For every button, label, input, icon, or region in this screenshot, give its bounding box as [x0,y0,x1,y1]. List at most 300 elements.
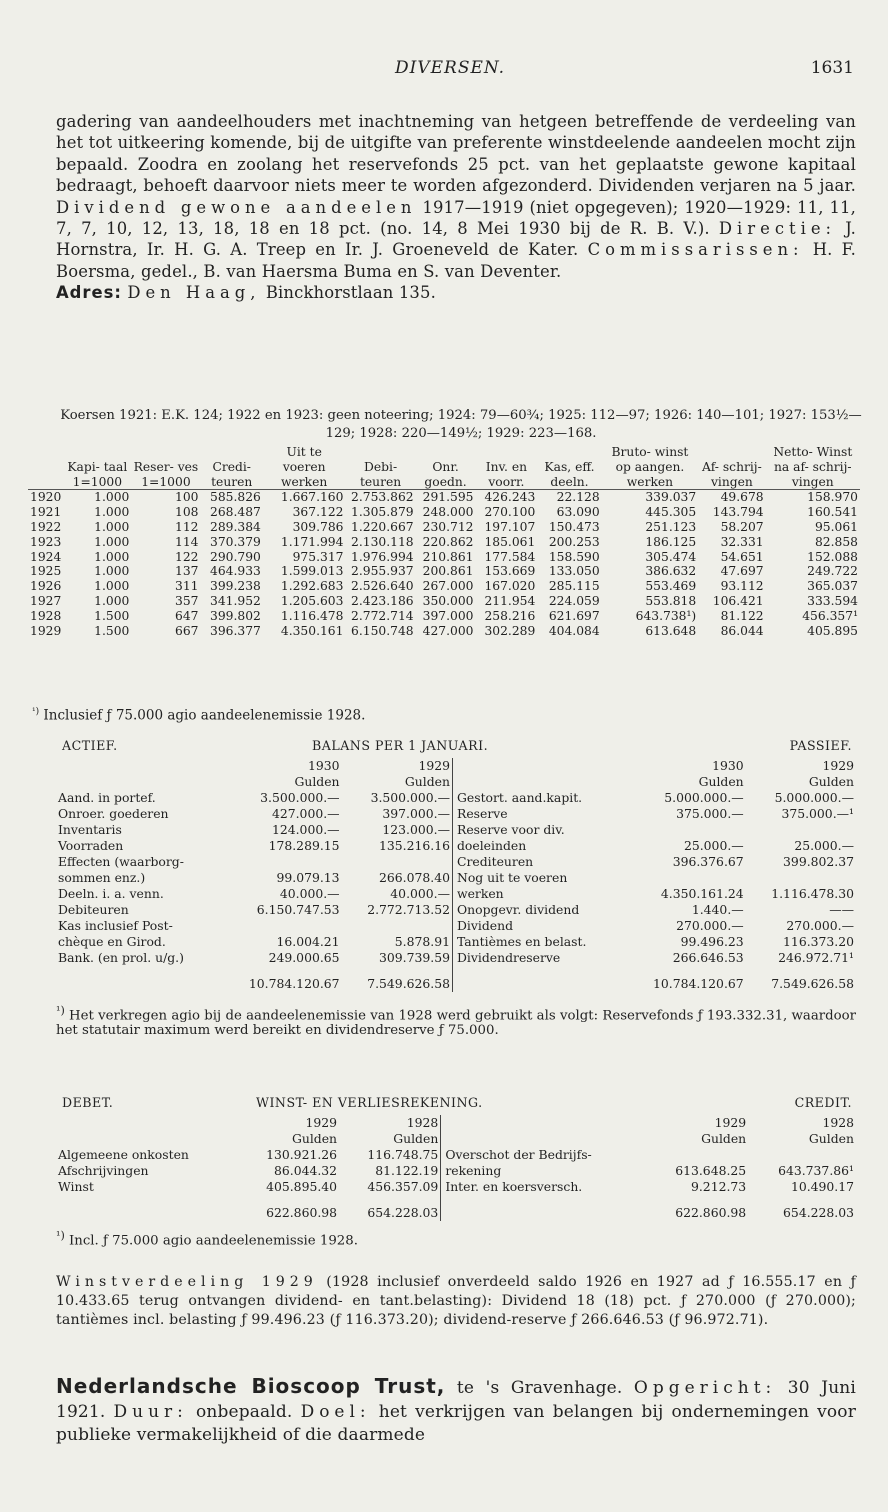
passief-label: PASSIEF. [789,738,852,753]
table-cell: 86.044 [720,623,764,638]
winstverdeeling-label: Winstverdeeling 1929 [56,1274,318,1290]
ledger-amount: 246.972.71¹ [778,950,854,965]
ledger-row [56,886,856,902]
table-row [28,520,860,535]
year-label: 1930 [712,758,744,773]
ledger-label: Aand. in portef. [58,790,156,805]
table-cell: 200.861 [422,564,474,579]
row-year: 1921 [30,505,62,520]
table-cell: 405.895 [807,623,858,638]
ledger-row [56,902,856,918]
col-uitte-voeren: Uit te voeren werken [263,445,346,490]
ledger-amount: 5.000.000.— [774,790,854,805]
table-cell: 1.000 [94,534,130,549]
table-cell: 58.207 [720,519,764,534]
table-cell: 150.473 [548,519,600,534]
table-cell: 367.122 [292,505,344,520]
total-amount: 622.860.98 [675,1205,747,1220]
ledger-amount: 270.000.— [676,918,744,933]
ledger-label: Inventaris [58,822,122,837]
ledger-amount: 123.000.— [382,822,450,837]
ledger-amount [647,1147,748,1163]
table-cell: 357 [175,593,199,608]
total-amount: 654.228.03 [367,1205,439,1220]
table-cell: 185.061 [484,534,536,549]
ledger-amount: 25.000.— [683,838,744,853]
ledger-amount [342,918,453,934]
blank-cell [441,1115,647,1131]
ledger-row [56,950,856,966]
winstverdeeling-paragraph [56,1273,856,1330]
table-cell: 258.216 [484,608,536,623]
table-cell: 152.088 [807,549,858,564]
table-row [28,594,860,609]
table-row [28,550,860,565]
table-cell: 302.289 [484,623,536,638]
table-cell: 93.112 [720,579,764,594]
row-year: 1925 [30,564,62,579]
commissarissen-text: H. F. Boersma, gedel., B. van Haersma Buma en S. van Deventer. [56,240,856,281]
table-cell: 63.090 [556,505,600,520]
page-number: 1631 [810,58,854,78]
table-cell: 333.594 [807,593,858,608]
ledger-amount: 5.000.000.— [664,790,744,805]
table-cell: 158.590 [548,549,600,564]
ledger-amount: 2.772.713.52 [367,902,450,917]
table-cell: 6.150.748 [351,623,414,638]
unit-label: Gulden [698,774,744,789]
table-cell: 143.794 [712,505,764,520]
ledger-amount: 81.122.19 [375,1163,439,1178]
ledger-amount: 3.500.000.— [260,790,340,805]
table-cell: 54.651 [720,549,764,564]
table-cell: 108 [175,505,199,520]
row-year: 1922 [30,519,62,534]
table-cell: 112 [175,519,199,534]
ledger-amount: 99.496.23 [680,934,744,949]
ledger-amount [625,870,745,886]
blank-cell [441,1195,647,1221]
ledger-row [56,1163,856,1179]
opgericht-label: Opgericht: [633,1378,777,1398]
ledger-amount [342,854,453,870]
table-cell: 251.123 [645,519,697,534]
table-cell: 553.469 [645,579,697,594]
ledger-row [56,854,856,870]
fin-footnote-mark: ¹) [32,707,40,717]
table-cell: 339.037 [645,490,697,505]
directie-text: J. Hornstra, Ir. H. G. A. Treep en Ir. J. Groeneveld de Kater. [56,219,856,260]
ledger-label: Bank. (en prol. u/g.) [58,950,184,965]
doel-text: het verkrijgen van belangen bij ondernemingen voor publieke vermakelijkheid of die daarmede [56,1401,856,1445]
duur-label: Duur: [113,1401,188,1422]
col-netto: Netto- Winst na af- schrij- vingen [766,445,860,490]
ledger-amount: 375.000.—¹ [781,806,854,821]
table-cell: 249.722 [807,564,858,579]
year-label: 1929 [305,1115,338,1130]
ledger-label: Inter. en koersversch. [441,1179,647,1195]
col-kas-eff: Kas, eff. deeln. [537,445,601,490]
table-cell: 22.128 [556,490,600,505]
row-year: 1926 [30,579,62,594]
ledger-row [56,1179,856,1195]
table-cell: 2.526.640 [351,579,414,594]
ledger-amount: 25.000.— [794,838,854,853]
ledger-amount: 116.373.20 [783,934,854,949]
ledger-amount: 1.440.— [691,902,744,917]
ledger-amount [221,918,341,934]
ledger-label: Voorraden [58,838,124,853]
table-cell: 220.862 [422,534,474,549]
table-cell: 100 [175,490,199,505]
ledger-row [56,918,856,934]
table-cell: 305.474 [645,549,697,564]
blank-cell [56,1195,238,1221]
unit-label: Gulden [404,774,450,789]
intro-text: gadering van aandeelhouders met inachtneming van hetgeen betreffende de verdeeling van het tot uitkeering komende, bij de uitgifte van preferente winstdeelende aandeelen mocht zijn bepaald. Zoodra en zoolang het reservefonds 25 pct. van het geplaatste gewone kapitaal bedraagt, behoeft daarvoor niets meer te worden afgezonderd. Dividenden verjaren na 5 jaar. [56,112,856,196]
winst-footnote [56,1229,856,1248]
balans-body [56,758,856,992]
ledger-amount: 4.350.161.24 [660,886,744,901]
table-cell: 1.292.683 [280,579,344,594]
table-cell: 309.786 [292,519,344,534]
table-cell: 167.020 [484,579,536,594]
ledger-amount: 375.000.— [676,806,744,821]
ledger-amount: 266.078.40 [379,870,450,885]
ledger-row [56,934,856,950]
adres-line [56,282,856,303]
ledger-amount: 178.289.15 [268,838,340,853]
balans-title: BALANS PER 1 JANUARI. [312,738,489,753]
table-cell: 160.541 [807,505,858,520]
balans-footnote [56,1004,856,1038]
table-cell: 1.000 [94,549,130,564]
unit-header-row [56,1131,856,1147]
table-cell: 82.858 [814,534,858,549]
winst-section [56,1095,856,1248]
winst-footnote-mark: ¹) [56,1229,65,1242]
ledger-label: sommen enz.) [58,870,146,885]
ledger-amount: 270.000.— [786,918,854,933]
table-cell: 32.331 [720,534,764,549]
ledger-amount: 456.357.09 [367,1179,439,1194]
adres-label: Adres: [56,283,122,303]
ledger-amount: 124.000.— [271,822,340,837]
ledger-label: Gestort. aand.kapit. [452,790,625,806]
table-cell: 114 [175,534,199,549]
ledger-amount: 135.216.16 [379,838,450,853]
year-label: 1930 [308,758,340,773]
blank-cell [56,758,221,774]
ledger-amount: 99.079.13 [276,870,340,885]
ledger-amount [746,870,856,886]
winstverdeeling-text: (1928 inclusief onverdeeld saldo 1926 en 1927 ad ƒ 16.555.17 en ƒ 10.433.65 terug ontvangen dividend- en tant.belasting): Dividend 18 (18) pct. ƒ 270.000 (ƒ 270.000); tantièmes incl. belasting ƒ 99.496.23 (ƒ 116.373.20); dividend-reserve ƒ 266.646.53 (ƒ 96.972.71). [56,1274,857,1328]
ledger-label: chèque en Girod. [58,934,166,949]
ledger-label: Overschot der Bedrijfs- [441,1147,647,1163]
year-label: 1928 [822,1115,854,1130]
table-cell: 122 [175,549,199,564]
ledger-row [56,870,856,886]
table-cell: 1.000 [94,593,130,608]
ledger-label: Crediteuren [452,854,625,870]
table-cell: 267.000 [422,579,474,594]
table-row [28,490,860,505]
financial-history-body [28,490,860,638]
ledger-row [56,806,856,822]
table-cell: 553.818 [645,593,697,608]
winst-table [56,1115,856,1221]
totals-row [56,966,856,992]
ledger-amount: 9.212.73 [690,1179,747,1194]
table-cell: 1.171.994 [280,534,344,549]
ledger-amount [221,854,341,870]
table-cell: 248.000 [422,505,474,520]
ledger-amount [746,822,856,838]
table-cell: 289.384 [210,519,261,534]
table-cell: 2.753.862 [351,490,414,505]
table-cell: 1.500 [94,608,130,623]
ledger-amount: 10.490.17 [790,1179,854,1194]
table-cell: 1.599.013 [280,564,344,579]
ledger-amount: 397.000.— [382,806,450,821]
table-cell: 210.861 [422,549,474,564]
blank-cell [56,774,221,790]
balans-heading [56,738,856,758]
table-cell: 975.317 [292,549,344,564]
ledger-amount: 643.737.86¹ [778,1163,854,1178]
directie-label: Directie: [718,219,837,239]
financial-history-table [28,445,860,638]
ledger-label: Effecten (waarborg- [58,854,184,869]
ledger-amount: 5.878.91 [394,934,450,949]
table-cell: 1.667.160 [280,490,344,505]
blank-cell [452,966,625,992]
ledger-amount: 116.748.75 [367,1147,439,1162]
ledger-label: Tantièmes en belast. [452,934,625,950]
table-cell: 1.976.994 [351,549,414,564]
blank-cell [452,758,625,774]
ledger-row [56,822,856,838]
ledger-label: doeleinden [452,838,625,854]
credit-label: CREDIT. [794,1095,852,1110]
ledger-label: Nog uit te voeren [452,870,625,886]
ledger-label: Kas inclusief Post- [58,918,173,933]
table-row [28,535,860,550]
total-amount: 7.549.626.58 [771,976,854,991]
col-afschrijvingen: Af- schrij- vingen [698,445,765,490]
ledger-amount: 6.150.747.53 [256,902,340,917]
table-cell: 464.933 [210,564,261,579]
col-crediteuren: Credi- teuren [201,445,263,490]
ledger-label: Afschrijvingen [58,1163,149,1178]
blank-cell [56,1115,238,1131]
ledger-label: Winst [58,1179,94,1194]
table-cell: 667 [175,623,199,638]
balans-table [56,758,856,992]
ledger-label: Onroer. goederen [58,806,169,821]
dividend-label: Dividend gewone aandeelen [56,197,417,217]
table-cell: 81.122 [720,608,764,623]
table-cell: 365.037 [807,579,858,594]
table-cell: 177.584 [484,549,536,564]
table-cell: 2.955.937 [351,564,414,579]
table-cell: 399.238 [210,579,261,594]
unit-label: Gulden [291,1131,338,1146]
unit-label: Gulden [701,1131,747,1146]
table-cell: 268.487 [210,505,261,520]
page-header [0,58,888,88]
col-onr-goedn: Onr. goedn. [416,445,476,490]
ledger-amount: 613.648.25 [675,1163,747,1178]
ledger-label: Deeln. i. a. venn. [58,886,164,901]
year-label: 1929 [714,1115,747,1130]
table-cell: 158.970 [807,490,858,505]
total-amount: 10.784.120.67 [248,976,340,991]
unit-label: Gulden [393,1131,439,1146]
winst-heading [56,1095,856,1115]
dividend-text: 1917—1919 (niet opgegeven); 1920—1929: 11, 11, 7, 7, 10, 12, 13, 18, 18 en 18 pct. (no. 14, 8 Mei 1930 bij de R. B. V.). [56,197,856,239]
ledger-row [56,790,856,806]
table-cell: 186.125 [645,534,697,549]
ledger-amount: 249.000.65 [268,950,340,965]
ledger-label: Algemeene onkosten [58,1147,189,1162]
table-cell: 200.253 [548,534,600,549]
unit-header-row [56,774,856,790]
table-cell: 311 [175,579,199,594]
ledger-amount: 266.646.53 [672,950,744,965]
ledger-amount: 40.000.— [279,886,340,901]
ledger-row [56,838,856,854]
table-cell: 197.107 [484,519,536,534]
ledger-label: Reserve voor div. [452,822,625,838]
table-cell: 426.243 [484,490,536,505]
table-cell: 95.061 [814,519,858,534]
table-row [28,564,860,579]
table-cell: 290.790 [210,549,261,564]
col-debiteuren: Debi- teuren [345,445,415,490]
company-section [56,1375,856,1448]
table-cell: 1.000 [94,564,130,579]
ledger-label: Onopgevr. dividend [452,902,625,918]
unit-label: Gulden [294,774,340,789]
year-header-row [56,1115,856,1131]
table-cell: 2.423.186 [351,593,414,608]
ledger-amount: —— [829,902,854,917]
ledger-label: Reserve [452,806,625,822]
ledger-row [56,1147,856,1163]
table-cell: 2.130.118 [351,534,414,549]
adres-city: Den Haag, [127,283,261,303]
col-kapitaal: Kapi- taal 1=1000 [63,445,131,490]
table-cell: 1.000 [94,505,130,520]
ledger-amount: 309.739.59 [379,950,450,965]
ledger-amount: 1.116.478.30 [771,886,854,901]
winst-title: WINST- EN VERLIESREKENING. [256,1095,483,1110]
row-year: 1928 [30,608,62,623]
table-cell: 153.669 [484,564,536,579]
table-cell: 211.954 [484,593,536,608]
table-cell: 397.000 [422,608,474,623]
table-cell: 350.000 [422,593,474,608]
table-row [28,505,860,520]
table-cell: 1.116.478 [280,608,344,623]
table-cell: 621.697 [548,608,600,623]
table-cell: 427.000 [422,623,474,638]
row-year: 1920 [30,490,62,505]
company-city: te 's Gravenhage. [445,1378,634,1398]
ledger-amount: 16.004.21 [276,934,340,949]
balans-footnote-text: Het verkregen agio bij de aandeelenemissie van 1928 werd gebruikt als volgt: Reservefonds ƒ 193.332.31, waardoor het statutair maximum werd bereikt en dividendreserve ƒ 75.000. [56,1008,856,1039]
table-cell: 270.100 [484,505,536,520]
ledger-amount: 405.895.40 [266,1179,338,1194]
winstverdeeling-section [56,1273,856,1330]
winst-body [56,1115,856,1221]
table-cell: 1.305.879 [351,505,414,520]
row-year: 1927 [30,593,62,608]
table-cell: 4.350.161 [280,623,344,638]
table-cell: 133.050 [548,564,600,579]
ledger-label: rekening [441,1163,647,1179]
table-cell: 285.115 [548,579,600,594]
row-year: 1923 [30,534,62,549]
total-amount: 622.860.98 [266,1205,338,1220]
ledger-amount: 40.000.— [390,886,450,901]
ledger-label: Debiteuren [58,902,129,917]
year-label: 1929 [418,758,450,773]
blank-cell [452,774,625,790]
table-row [28,609,860,624]
ledger-amount: 396.376.67 [672,854,744,869]
table-cell: 613.648 [645,623,697,638]
doel-label: Doel: [300,1401,371,1422]
company-paragraph [56,1375,856,1448]
table-cell: 137 [175,564,199,579]
year-label: 1929 [822,758,854,773]
ledger-amount [748,1147,856,1163]
total-amount: 10.784.120.67 [653,976,744,991]
table-cell: 1.205.603 [280,593,344,608]
col-year [28,445,63,490]
table-cell: 2.772.714 [351,608,414,623]
ledger-amount: 399.802.37 [783,854,854,869]
table-cell: 1.220.667 [351,519,414,534]
balans-footnote-mark: ¹) [56,1004,65,1017]
fin-footnote-text: Inclusief ƒ 75.000 agio aandeelenemissie 1928. [43,707,366,724]
balans-section [56,738,856,1038]
table-cell: 396.377 [210,623,261,638]
table-cell: 224.059 [548,593,600,608]
fin-footnote [32,707,365,724]
ledger-label: Dividendreserve [452,950,625,966]
opgericht-text: 30 Juni 1921. [56,1378,856,1422]
table-cell: 386.632 [645,564,697,579]
table-cell: 647 [175,608,199,623]
table-cell: 47.697 [720,564,764,579]
col-reserves: Reser- ves 1=1000 [131,445,200,490]
totals-row [56,1195,856,1221]
ledger-amount: 3.500.000.— [370,790,450,805]
year-header-row [56,758,856,774]
blank-cell [441,1131,647,1147]
page-title: DIVERSEN. [395,58,506,78]
table-cell: 399.802 [210,608,261,623]
total-amount: 7.549.626.58 [367,976,450,991]
table-cell: 456.357¹ [802,608,858,623]
table-cell: 643.738¹) [635,608,697,623]
table-cell: 404.084 [548,623,600,638]
commissarissen-label: Commissarissen: [587,240,804,260]
winst-footnote-text: Incl. ƒ 75.000 agio aandeelenemissie 1928. [69,1233,358,1249]
